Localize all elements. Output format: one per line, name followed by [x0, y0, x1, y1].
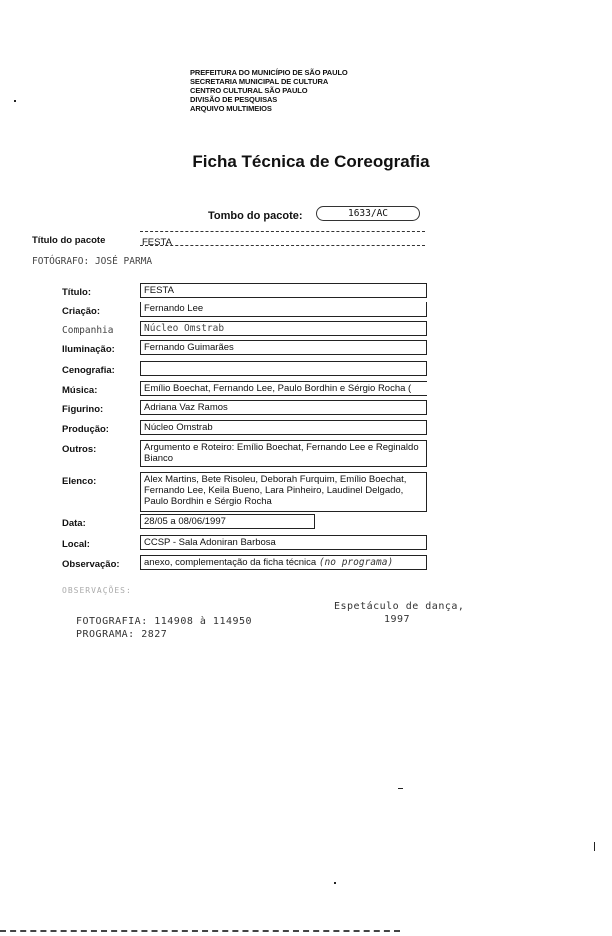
observacao-handwritten: (no programa) — [318, 557, 394, 568]
fotografo-value: JOSÉ PARMA — [94, 256, 153, 267]
observacao-label: Observação: — [62, 559, 120, 570]
outros-label: Outros: — [62, 444, 97, 455]
titulo-value: FESTA — [140, 283, 427, 298]
cenografia-label: Cenografia: — [62, 365, 115, 376]
header-line: CENTRO CULTURAL SÃO PAULO — [190, 86, 308, 95]
ano-text: 1997 — [384, 614, 411, 625]
scan-speck — [398, 788, 403, 789]
iluminacao-label: Iluminação: — [62, 344, 115, 355]
page-title: Ficha Técnica de Coreografia — [192, 152, 430, 171]
titulo-pacote-value: FESTA — [142, 237, 172, 248]
cenografia-value — [140, 361, 427, 376]
header-line: ARQUIVO MULTIMEIOS — [190, 104, 272, 113]
tombo-value: 1633/AC — [316, 206, 420, 221]
figurino-value: Adriana Vaz Ramos — [140, 400, 427, 415]
titulo-pacote-label: Título do pacote — [32, 235, 106, 246]
criacao-value: Fernando Lee — [140, 302, 427, 317]
local-value: CCSP - Sala Adoniran Barbosa — [140, 535, 427, 550]
observacao-value — [140, 555, 427, 570]
companhia-value: Núcleo Omstrab — [140, 321, 427, 336]
fotografo-line — [32, 256, 152, 267]
faint-observacoes-label: OBSERVAÇÕES: — [62, 586, 132, 595]
musica-value: Emílio Boechat, Fernando Lee, Paulo Bordhin e Sérgio Rocha ( — [140, 381, 427, 396]
fotografia-range: FOTOGRAFIA: 114908 à 114950 — [76, 616, 253, 627]
header-line: DIVISÃO DE PESQUISAS — [190, 95, 278, 104]
musica-label: Música: — [62, 385, 98, 396]
observacao-text: anexo, complementação da ficha técnica — [144, 557, 317, 568]
producao-label: Produção: — [62, 424, 109, 435]
data-label: Data: — [62, 518, 86, 529]
institution-header — [190, 68, 348, 113]
outros-value: Argumento e Roteiro: Emílio Boechat, Fernando Lee e Reginaldo Bianco — [140, 440, 427, 467]
companhia-label: Companhia — [62, 325, 114, 336]
iluminacao-value: Fernando Guimarães — [140, 340, 427, 355]
elenco-label: Elenco: — [62, 476, 97, 487]
header-line: SECRETARIA MUNICIPAL DE CULTURA — [190, 77, 329, 86]
programa-number: PROGRAMA: 2827 — [76, 629, 168, 640]
scan-speck — [594, 842, 595, 851]
producao-value: Núcleo Omstrab — [140, 420, 427, 435]
fotografo-label: FOTÓGRAFO: — [32, 256, 90, 267]
espetaculo-text: Espetáculo de dança, — [334, 601, 465, 612]
scan-speck — [14, 100, 16, 102]
criacao-label: Criação: — [62, 306, 101, 317]
elenco-value: Alex Martins, Bete Risoleu, Deborah Furquim, Emílio Boechat, Fernando Lee, Keila Bueno, Lara Pinheiro, Laudinel Delgado, Paulo Bordhin e Sérgio Rocha — [140, 472, 427, 512]
titulo-label: Título: — [62, 287, 92, 298]
scan-speck — [334, 882, 336, 884]
local-label: Local: — [62, 539, 90, 550]
figurino-label: Figurino: — [62, 404, 104, 415]
data-value: 28/05 a 08/06/1997 — [140, 514, 315, 529]
tombo-label: Tombo do pacote: — [208, 210, 303, 222]
titulo-pacote-field — [140, 231, 425, 246]
header-line: PREFEITURA DO MUNICÍPIO DE SÃO PAULO — [190, 68, 348, 77]
scan-edge — [0, 930, 400, 932]
